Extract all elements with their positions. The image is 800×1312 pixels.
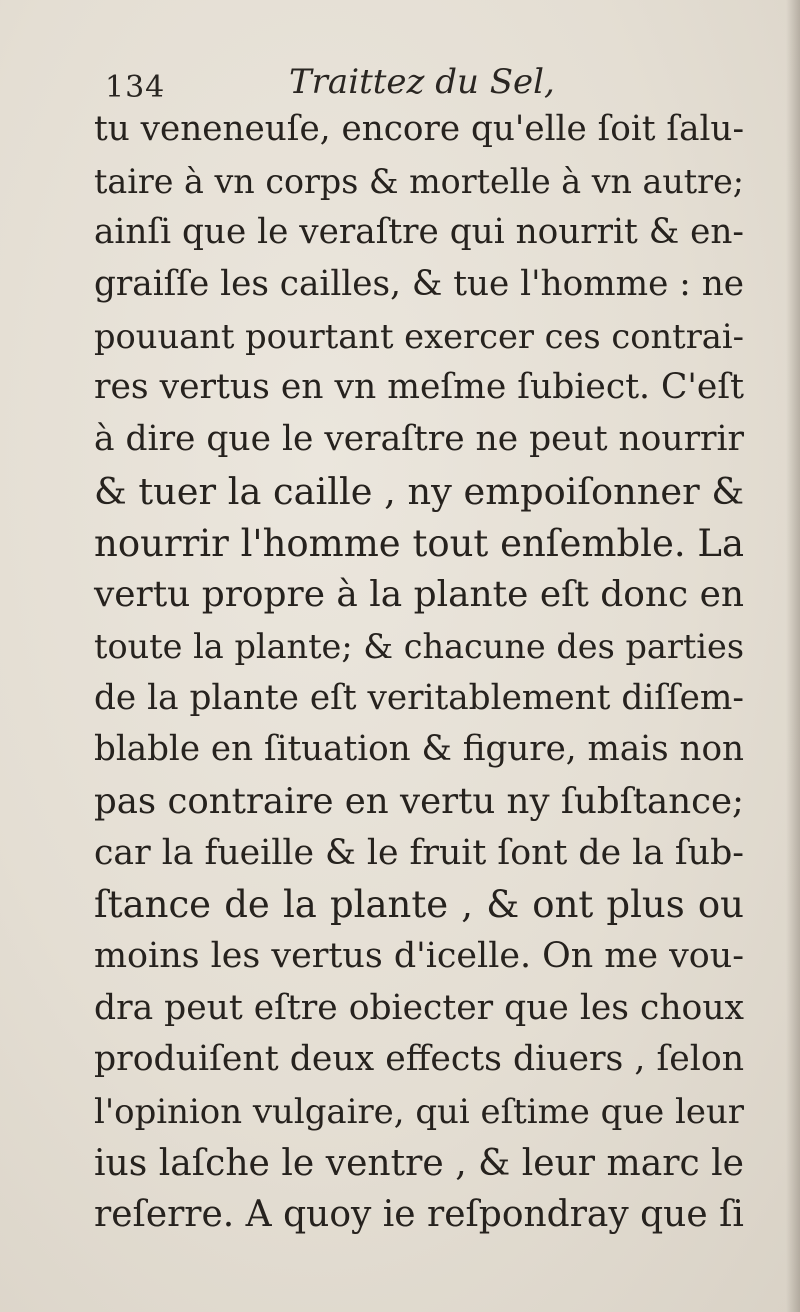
text-line: pouuant pourtant exercer ces contrai- bbox=[94, 316, 744, 356]
text-line: produiſent deux effects diuers , ſelon bbox=[94, 1039, 744, 1080]
text-line: blable en ſituation & figure, mais non bbox=[94, 729, 744, 770]
text-line: toute la plante; & chacune des parties bbox=[94, 626, 744, 666]
text-line: car la fueille & le fruit ſont de la ſub- bbox=[94, 832, 744, 873]
text-line: à dire que le veraſtre ne peut nourrir bbox=[94, 419, 744, 460]
text-line: reſerre. A quoy ie reſpondray que ſi bbox=[94, 1194, 744, 1236]
text-line: vertu propre à la plante eſt donc en bbox=[94, 574, 744, 616]
text-line: res vertus en vn meſme ſubiect. C'eſt bbox=[94, 367, 744, 408]
text-line: moins les vertus d'icelle. On me vou- bbox=[94, 936, 744, 976]
text-line: l'opinion vulgaire, qui eſtime que leur bbox=[94, 1092, 744, 1132]
text-line: tu veneneuſe, encore qu'elle ſoit ſalu- bbox=[94, 109, 744, 149]
text-line: taire à vn corps & mortelle à vn autre; bbox=[94, 161, 744, 201]
page-number: 134 bbox=[105, 70, 166, 105]
page-edge-shadow bbox=[786, 0, 800, 1312]
text-line: de la plante eſt veritablement diſſem- bbox=[94, 677, 744, 718]
text-line: nourrir l'homme tout enſemble. La bbox=[94, 521, 744, 565]
text-line: dra peut eſtre obiecter que les choux bbox=[94, 987, 744, 1028]
running-title: Traittez du Sel, bbox=[289, 62, 555, 102]
body-text bbox=[94, 104, 744, 1241]
text-line: pas contraire en vertu ny ſubſtance; bbox=[94, 780, 744, 822]
text-line: & tuer la caille , ny empoiſonner & bbox=[94, 469, 744, 513]
text-line: graiſſe les cailles, & tue l'homme : ne bbox=[94, 264, 744, 305]
text-line: ius laſche le ventre , & leur marc le bbox=[94, 1141, 744, 1184]
text-line: ainſi que le veraſtre qui nourrit & en- bbox=[94, 212, 744, 253]
text-line: ſtance de la plante , & ont plus ou bbox=[94, 883, 744, 927]
